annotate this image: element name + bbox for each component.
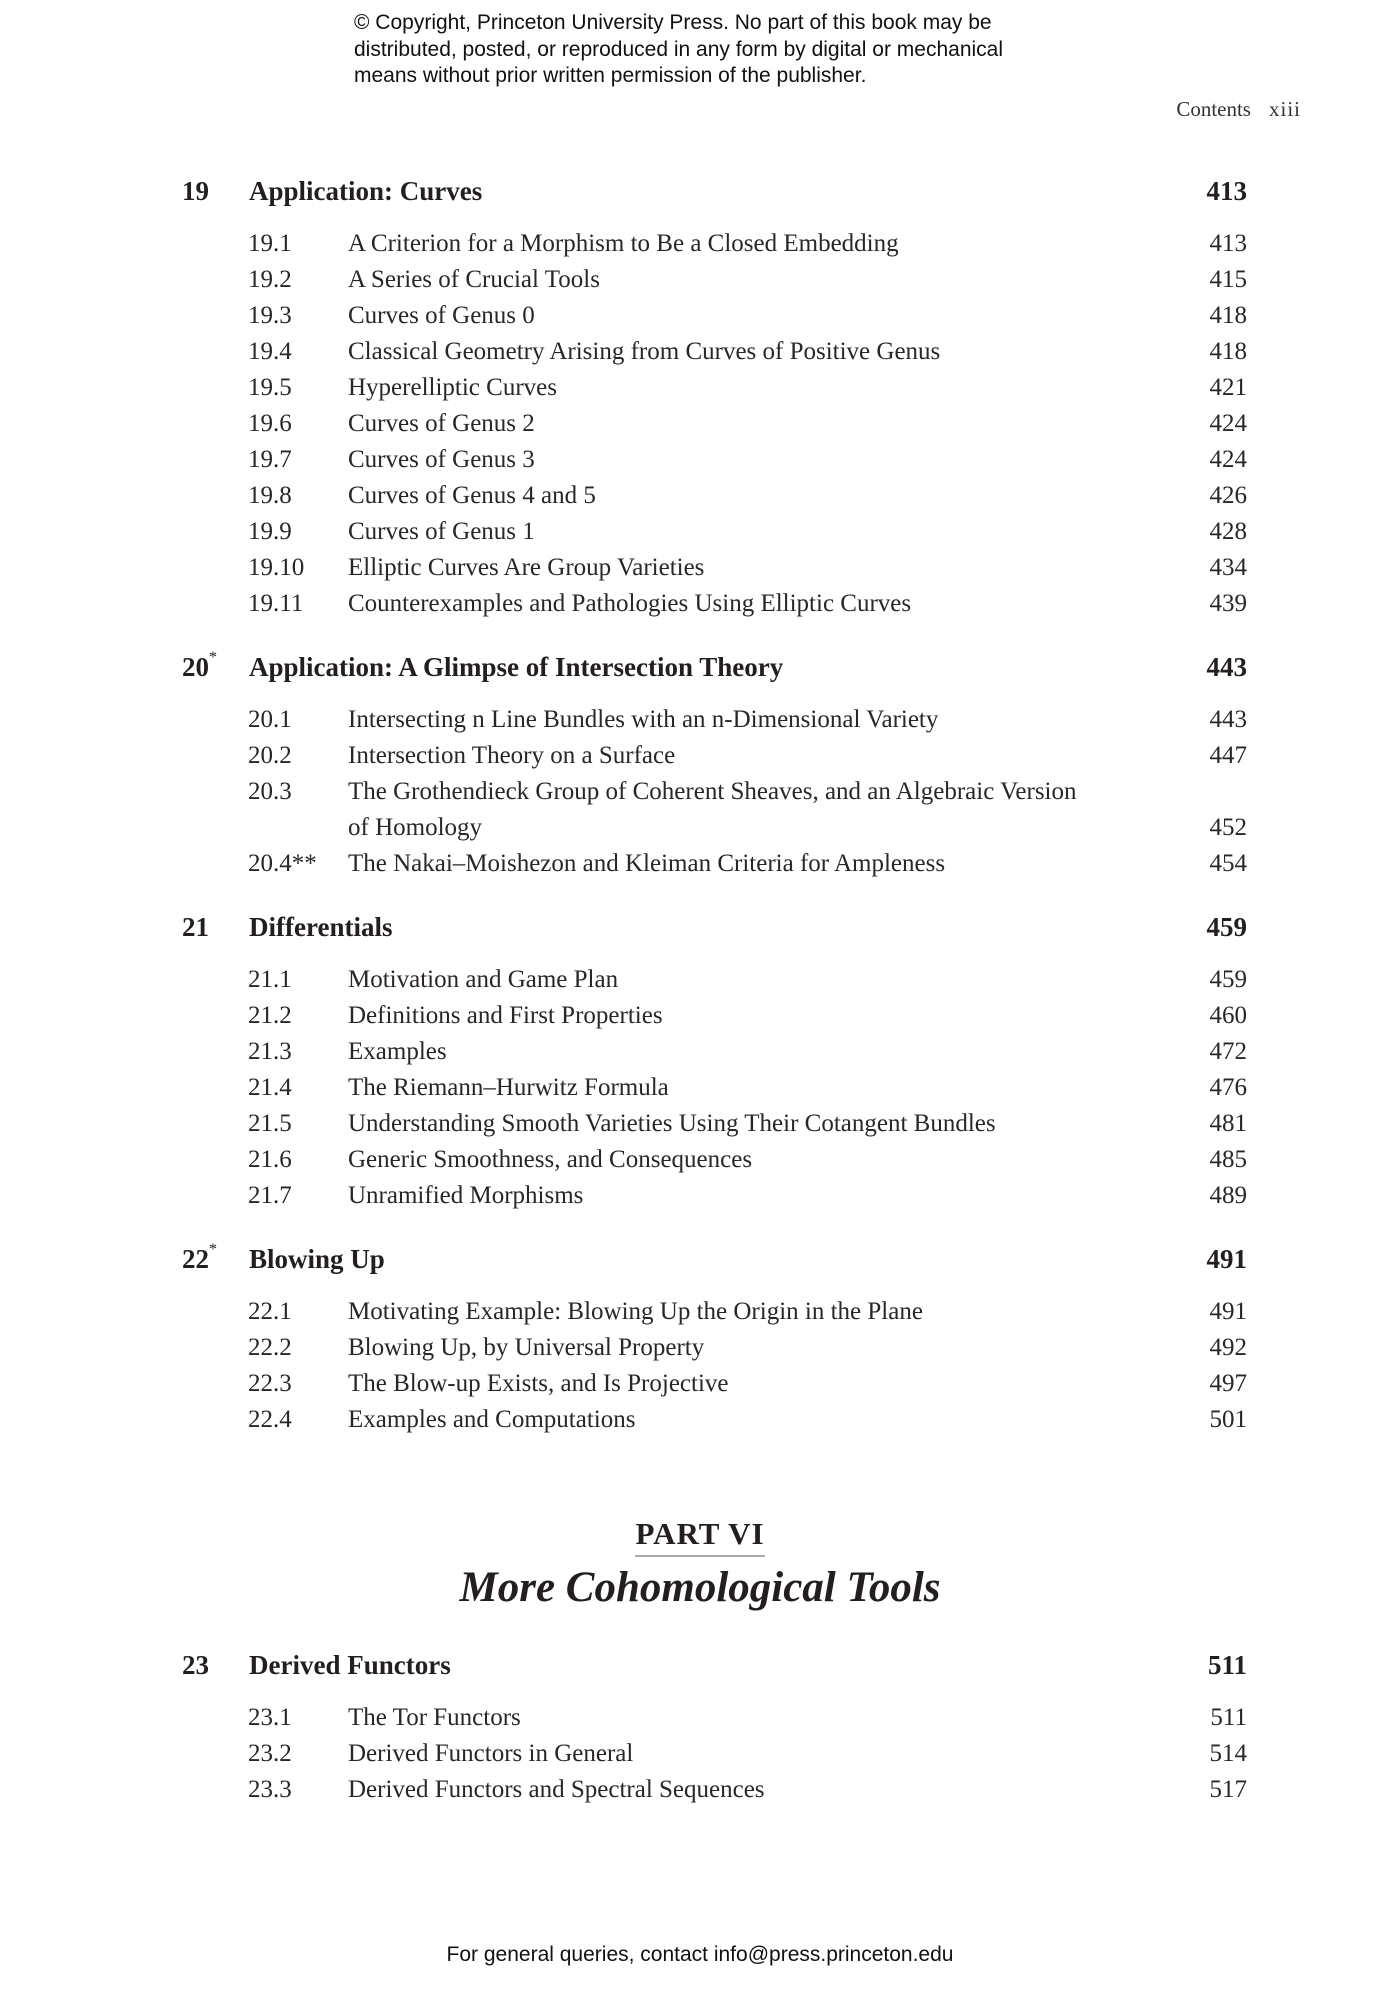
section-number: 21.7 [248,1182,292,1209]
section-title [348,1772,1168,1808]
section-entry [0,1034,1400,1070]
chapter-heading [0,1650,1400,1688]
chapter-heading [0,649,1400,690]
section-title-line: Examples [348,1038,447,1065]
chapter-block [0,649,1400,882]
part-heading [0,1516,1400,1612]
section-entry [0,370,1400,406]
chapter-number: 23 [182,1650,209,1680]
section-page: 428 [1209,518,1247,545]
section-page: 472 [1209,1038,1247,1065]
section-number: 21.5 [248,1110,292,1137]
section-list [0,1294,1400,1438]
section-list [0,962,1400,1214]
section-page: 426 [1209,482,1247,509]
section-number: 20.3 [248,778,292,805]
section-entry [0,1294,1400,1330]
section-title-line: Motivation and Game Plan [348,966,619,993]
section-title [348,586,1168,622]
section-number: 23.2 [248,1740,292,1767]
section-title [348,1142,1168,1178]
copyright-line: distributed, posted, or reproduced in any form by digital or mechanical [354,37,1004,61]
section-title-line: Counterexamples and Pathologies Using Elliptic Curves [348,590,912,617]
section-number: 19.10 [248,554,305,581]
section-page: 443 [1209,706,1247,733]
section-title [348,334,1168,370]
section-title-line: Curves of Genus 0 [348,302,535,329]
section-list [0,1700,1400,1808]
section-entry [0,1736,1400,1772]
section-page: 415 [1209,266,1247,293]
chapter-title: Blowing Up [249,1244,385,1274]
table-of-contents-part-vi [0,1650,1400,1838]
section-title [348,478,1168,514]
section-entry [0,1142,1400,1178]
section-entry [0,550,1400,586]
section-title-line: Classical Geometry Arising from Curves of Positive Genus [348,338,941,365]
copyright-line: means without prior written permission of the publisher. [354,64,867,87]
section-number: 19.1 [248,230,292,257]
section-page: 421 [1209,374,1247,401]
section-entry [0,846,1400,882]
chapter-block [0,1650,1400,1808]
section-title [348,406,1168,442]
section-title-line: Curves of Genus 3 [348,446,535,473]
section-title-line: Intersecting n Line Bundles with an n-Dimensional Variety [348,706,939,733]
section-title-line: Hyperelliptic Curves [348,374,557,401]
section-title-line: Derived Functors in General [348,1740,634,1767]
section-number: 21.3 [248,1038,292,1065]
section-page: 497 [1209,1370,1247,1397]
copyright-line: © Copyright, Princeton University Press. No part of this book may be [354,11,992,34]
section-list [0,226,1400,622]
section-title-line: Generic Smoothness, and Consequences [348,1146,753,1173]
section-number: 20.1 [248,706,292,733]
section-entry [0,774,1400,846]
section-page: 481 [1209,1110,1247,1137]
section-title-line: Intersection Theory on a Surface [348,742,676,769]
section-title [348,1178,1168,1214]
section-title [348,262,1168,298]
section-page: 447 [1209,742,1247,769]
chapter-page: 413 [1206,176,1247,206]
section-title-line: Understanding Smooth Varieties Using Their Cotangent Bundles [348,1110,996,1137]
section-title-line: Curves of Genus 4 and 5 [348,482,596,509]
section-entry [0,478,1400,514]
section-title [348,1330,1168,1366]
section-entry [0,226,1400,262]
section-entry [0,1772,1400,1808]
section-title-line: Examples and Computations [348,1406,636,1433]
optional-marker: * [209,649,217,666]
section-entry [0,334,1400,370]
section-entry [0,1106,1400,1142]
chapter-title: Application: Curves [249,176,483,206]
section-title [348,226,1168,262]
section-title [348,846,1168,882]
section-entry [0,442,1400,478]
section-number: 19.6 [248,410,292,437]
chapter-page: 459 [1206,912,1247,942]
section-title-line: Derived Functors and Spectral Sequences [348,1776,765,1803]
section-entry [0,702,1400,738]
section-number: 19.3 [248,302,292,329]
section-entry [0,1178,1400,1214]
section-entry [0,1070,1400,1106]
section-page: 492 [1209,1334,1247,1361]
section-page: 454 [1209,850,1247,877]
section-number: 22.1 [248,1298,292,1325]
section-title-line: Blowing Up, by Universal Property [348,1334,705,1361]
section-number: 22.4 [248,1406,292,1433]
chapter-block [0,176,1400,622]
section-title [348,1366,1168,1402]
chapter-page: 511 [1207,1650,1247,1680]
section-title [348,1070,1168,1106]
section-entry [0,262,1400,298]
section-number: 19.9 [248,518,292,545]
section-page: 434 [1209,554,1247,581]
footer-contact: For general queries, contact info@press.princeton.edu [446,1943,954,1966]
section-title-line: Curves of Genus 1 [348,518,535,545]
section-title-line: Curves of Genus 2 [348,410,535,437]
section-title-line: The Nakai–Moishezon and Kleiman Criteria for Ampleness [348,850,946,877]
section-page: 459 [1209,966,1247,993]
section-page: 476 [1209,1074,1247,1101]
section-title [348,370,1168,406]
section-entry [0,998,1400,1034]
chapter-page: 443 [1206,652,1247,682]
section-title [348,1700,1168,1736]
section-title-line: Motivating Example: Blowing Up the Origin in the Plane [348,1298,923,1325]
section-number: 23.3 [248,1776,292,1803]
section-number: 21.2 [248,1002,292,1029]
section-entry [0,1366,1400,1402]
section-title [348,702,1168,738]
section-entry [0,1402,1400,1438]
section-title [348,442,1168,478]
section-page: 489 [1209,1182,1247,1209]
section-page: 424 [1209,410,1247,437]
section-number: 20.2 [248,742,292,769]
section-entry [0,298,1400,334]
section-title [348,774,1168,846]
section-title [348,738,1168,774]
chapter-heading [0,912,1400,950]
section-page: 485 [1209,1146,1247,1173]
section-number: 19.8 [248,482,292,509]
section-page: 418 [1209,302,1247,329]
chapter-heading [0,1241,1400,1282]
section-title-line: of Homology [348,814,483,841]
section-title-line: The Riemann–Hurwitz Formula [348,1074,669,1101]
section-page: 439 [1209,590,1247,617]
section-title-line: The Tor Functors [348,1704,521,1731]
section-page: 517 [1209,1776,1247,1803]
section-number: 21.4 [248,1074,292,1101]
section-page: 514 [1209,1740,1247,1767]
page-number: xiii [1268,97,1301,121]
section-number: 21.6 [248,1146,292,1173]
section-title-line: The Blow-up Exists, and Is Projective [348,1370,729,1397]
section-page: 418 [1209,338,1247,365]
section-number: 21.1 [248,966,292,993]
section-title [348,1402,1168,1438]
section-title-line: The Grothendieck Group of Coherent Sheaves, and an Algebraic Version [348,778,1077,805]
section-page: 460 [1209,1002,1247,1029]
section-entry [0,1330,1400,1366]
section-title [348,1106,1168,1142]
section-title-line: Elliptic Curves Are Group Varieties [348,554,705,581]
optional-marker: * [209,1241,217,1258]
section-title [348,550,1168,586]
section-title-line: A Series of Crucial Tools [348,266,600,293]
section-entry [0,586,1400,622]
table-of-contents [0,176,1400,1468]
section-list [0,702,1400,882]
section-number: 19.4 [248,338,292,365]
section-title-line: Definitions and First Properties [348,1002,663,1029]
section-title-line: A Criterion for a Morphism to Be a Closed Embedding [348,230,899,257]
section-entry [0,962,1400,998]
section-title-line: Unramified Morphisms [348,1182,584,1209]
section-title [348,298,1168,334]
section-entry [0,514,1400,550]
section-page: 501 [1209,1406,1247,1433]
section-number: 19.7 [248,446,292,473]
section-number: 22.2 [248,1334,292,1361]
section-number: 20.4** [248,850,317,877]
section-page: 424 [1209,446,1247,473]
chapter-block [0,1241,1400,1438]
chapter-number: 21 [182,912,209,942]
chapter-title: Differentials [249,912,393,942]
section-number: 19.5 [248,374,292,401]
section-entry [0,1700,1400,1736]
section-title [348,1736,1168,1772]
chapter-number: 19 [182,176,209,206]
section-title [348,1294,1168,1330]
running-head [1176,97,1301,122]
chapter-title: Derived Functors [249,1650,451,1680]
running-head-title: Contents [1176,97,1251,121]
chapter-block [0,912,1400,1214]
section-number: 19.11 [248,590,304,617]
part-label: PART VI [635,1516,764,1557]
section-entry [0,406,1400,442]
section-title [348,1034,1168,1070]
section-number: 22.3 [248,1370,292,1397]
section-page: 491 [1209,1298,1247,1325]
section-entry [0,738,1400,774]
section-title [348,514,1168,550]
section-title [348,998,1168,1034]
part-title: More Cohomological Tools [459,1564,941,1611]
chapter-page: 491 [1206,1244,1247,1274]
chapter-number: 20* [182,649,217,682]
copyright-notice [354,10,1114,90]
section-page: 511 [1210,1704,1247,1731]
chapter-heading [0,176,1400,214]
chapter-title: Application: A Glimpse of Intersection Theory [249,652,784,682]
section-page: 452 [1209,814,1247,841]
section-number: 19.2 [248,266,292,293]
section-title [348,962,1168,998]
chapter-number: 22* [182,1241,217,1274]
section-number: 23.1 [248,1704,292,1731]
section-page: 413 [1209,230,1247,257]
